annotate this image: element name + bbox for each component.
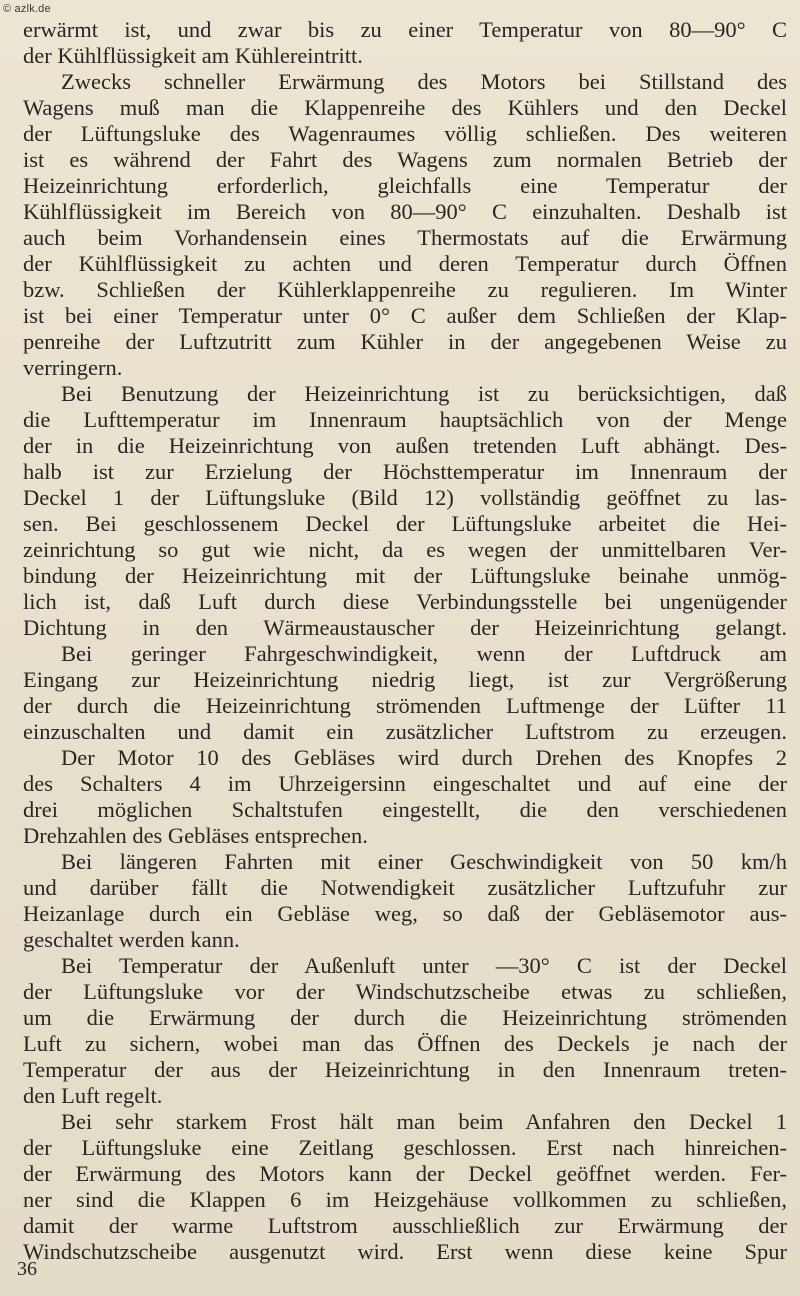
text-line: Drehzahlen des Gebläses entsprechen. [23, 823, 368, 848]
text-line: Bei Temperatur der Außenluft unter —30° C ist der Deckel [61, 953, 787, 978]
text-line: der Kühlflüssigkeit am Kühlereintritt. [23, 43, 363, 68]
text-line: Luft zu sichern, wobei man das Öffnen des Deckels je nach der [23, 1031, 787, 1056]
text-line: Heizeinrichtung erforderlich, gleichfalls eine Temperatur der [23, 173, 787, 198]
text-line: Heizanlage durch ein Gebläse weg, so daß der Gebläsemotor aus- [23, 901, 787, 926]
text-line: drei möglichen Schaltstufen eingestellt, die den verschiedenen [23, 797, 787, 822]
text-line: ner sind die Klappen 6 im Heizgehäuse vollkommen zu schließen, [23, 1187, 787, 1212]
text-line: auch beim Vorhandensein eines Thermostats auf die Erwärmung [23, 225, 787, 250]
text-line: geschaltet werden kann. [23, 927, 240, 952]
text-line: der Lüftungsluke vor der Windschutzscheibe etwas zu schließen, [23, 979, 787, 1004]
text-line: Der Motor 10 des Gebläses wird durch Drehen des Knopfes 2 [61, 745, 787, 770]
text-line: und darüber fällt die Notwendigkeit zusätzlicher Luftzufuhr zur [23, 875, 787, 900]
text-line: der in die Heizeinrichtung von außen tretenden Luft abhängt. Des- [23, 433, 787, 458]
text-line: Dichtung in den Wärmeaustauscher der Heizeinrichtung gelangt. [23, 615, 787, 640]
text-line: Temperatur der aus der Heizeinrichtung in den Innenraum treten- [23, 1057, 787, 1082]
text-line: Kühlflüssigkeit im Bereich von 80—90° C einzuhalten. Deshalb ist [23, 199, 787, 224]
text-line: Zwecks schneller Erwärmung des Motors bei Stillstand des [61, 69, 787, 94]
text-line: damit der warme Luftstrom ausschließlich zur Erwärmung der [23, 1213, 787, 1238]
text-line: um die Erwärmung der durch die Heizeinrichtung strömenden [23, 1005, 787, 1030]
text-line: ist es während der Fahrt des Wagens zum normalen Betrieb der [23, 147, 787, 172]
text-line: Bei sehr starkem Frost hält man beim Anfahren den Deckel 1 [61, 1109, 787, 1134]
text-line: penreihe der Luftzutritt zum Kühler in der angegebenen Weise zu [23, 329, 787, 354]
text-line: des Schalters 4 im Uhrzeigersinn eingeschaltet und auf eine der [23, 771, 787, 796]
text-line: Windschutzscheibe ausgenutzt wird. Erst wenn diese keine Spur [23, 1239, 787, 1264]
text-line: Wagens muß man die Klappenreihe des Kühlers und den Deckel [23, 95, 787, 120]
text-line: Deckel 1 der Lüftungsluke (Bild 12) vollständig geöffnet zu las- [23, 485, 787, 510]
text-line: Bei geringer Fahrgeschwindigkeit, wenn der Luftdruck am [61, 641, 787, 666]
text-line: sen. Bei geschlossenem Deckel der Lüftungsluke arbeitet die Hei- [23, 511, 787, 536]
text-line: halb ist zur Erzielung der Höchsttemperatur im Innenraum der [23, 459, 787, 484]
text-line: der Erwärmung des Motors kann der Deckel geöffnet werden. Fer- [23, 1161, 787, 1186]
page-number: 36 [17, 1258, 37, 1280]
text-line: lich ist, daß Luft durch diese Verbindungsstelle bei ungenügender [23, 589, 787, 614]
copyright-watermark: © azlk.de [3, 3, 51, 15]
text-line: Bei Benutzung der Heizeinrichtung ist zu berücksichtigen, daß [61, 381, 787, 406]
text-line: der Lüftungsluke des Wagenraumes völlig schließen. Des weiteren [23, 121, 787, 146]
text-line: ist bei einer Temperatur unter 0° C außer dem Schließen der Klap- [23, 303, 787, 328]
text-line: verringern. [23, 355, 123, 380]
text-line: die Lufttemperatur im Innenraum hauptsächlich von der Menge [23, 407, 787, 432]
text-line: der Kühlflüssigkeit zu achten und deren Temperatur durch Öffnen [23, 251, 787, 276]
text-line: zeinrichtung so gut wie nicht, da es wegen der unmittelbaren Ver- [23, 537, 787, 562]
text-line: der durch die Heizeinrichtung strömenden Luftmenge der Lüfter 11 [23, 693, 787, 718]
text-line: erwärmt ist, und zwar bis zu einer Temperatur von 80—90° C [23, 17, 787, 42]
text-line: einzuschalten und damit ein zusätzlicher Luftstrom zu erzeugen. [23, 719, 787, 744]
text-line: Bei längeren Fahrten mit einer Geschwindigkeit von 50 km/h [61, 849, 787, 874]
text-line: den Luft regelt. [23, 1083, 163, 1108]
text-line: bzw. Schließen der Kühlerklappenreihe zu regulieren. Im Winter [23, 277, 787, 302]
text-line: der Lüftungsluke eine Zeitlang geschlossen. Erst nach hinreichen- [23, 1135, 787, 1160]
body-text [23, 17, 787, 1265]
text-line: Eingang zur Heizeinrichtung niedrig liegt, ist zur Vergrößerung [23, 667, 787, 692]
text-line: bindung der Heizeinrichtung mit der Lüftungsluke beinahe unmög- [23, 563, 787, 588]
